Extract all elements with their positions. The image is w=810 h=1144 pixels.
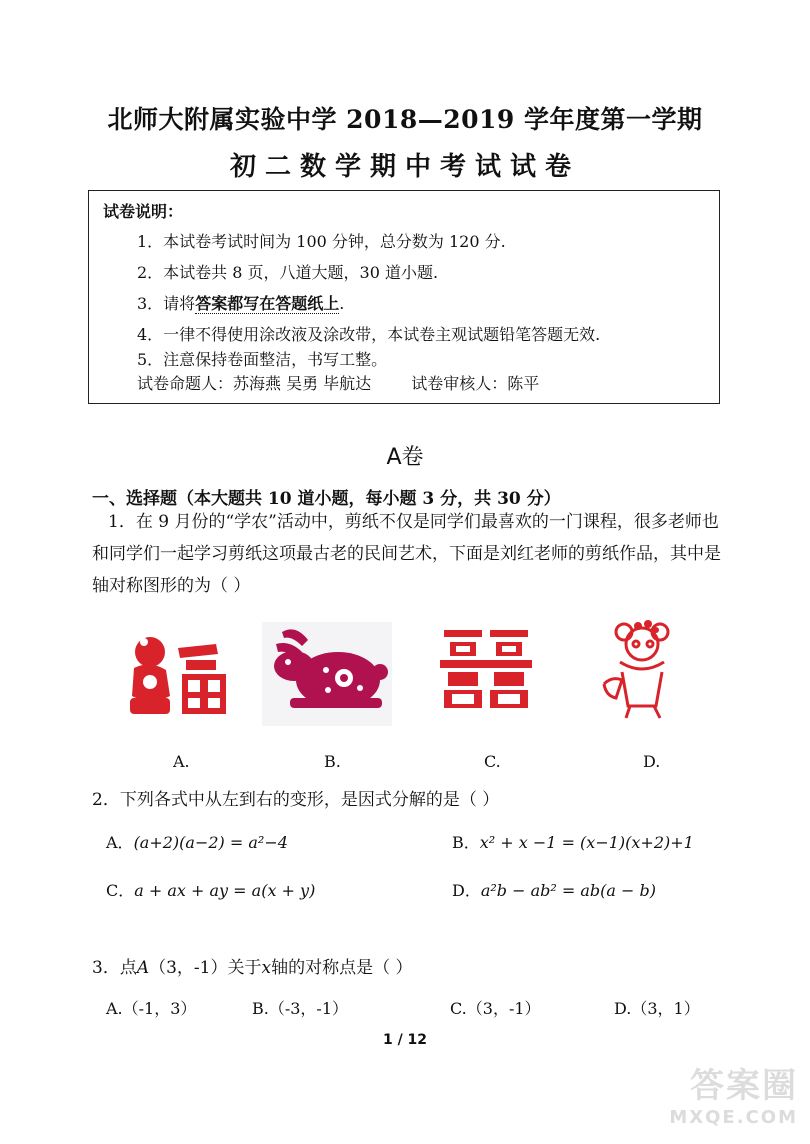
q2-option-a — [106, 830, 288, 853]
author-names: 试卷命题人：苏海燕 吴勇 毕航达 — [137, 374, 372, 393]
option-expr: a + ax + ay = a(x + y) — [134, 881, 316, 900]
instructions-heading: 试卷说明： — [103, 202, 184, 221]
q3-option-d: D.（3，1） — [614, 999, 700, 1018]
q3-option-b: B.（-3，-1） — [252, 999, 349, 1018]
option-label: C. — [484, 752, 501, 771]
option-label: B． — [452, 833, 480, 852]
exam-authors — [137, 371, 539, 394]
option-expr: a²b − ab² = ab(a − b) — [480, 881, 657, 900]
instruction-item-tail: . — [339, 294, 345, 313]
question-2-text: 2．下列各式中从左到右的变形，是因式分解的是（ ） — [92, 790, 500, 810]
instruction-emphasis: 答案都写在答题纸上 — [195, 294, 340, 313]
reviewer-name: 试卷审核人：陈平 — [411, 374, 540, 393]
option-label: D. — [643, 752, 661, 771]
instruction-item: 5．注意保持卷面整洁，书写工整。 — [137, 350, 388, 369]
option-label: A． — [106, 833, 134, 852]
section-a-heading: A卷 — [386, 445, 424, 470]
q3-option-a: A.（-1，3） — [106, 999, 197, 1018]
papercut-double-happiness-icon — [440, 630, 532, 710]
q3-text-post: 轴的对称点是（ ） — [271, 958, 413, 978]
q2-option-b — [452, 830, 694, 853]
instructions-box — [88, 190, 720, 404]
exam-school-title: 北师大附属实验中学 2018—2019 学年度第一学期 — [107, 105, 703, 134]
papercut-child-icon — [598, 618, 690, 722]
instruction-item — [137, 291, 344, 314]
option-label: B. — [324, 752, 341, 771]
instruction-item: 2．本试卷共 8 页，八道大题，30 道小题. — [137, 263, 439, 282]
option-label: C． — [106, 881, 135, 900]
q3-text-mid: （3，-1）关于 — [149, 958, 262, 978]
option-label: A. — [173, 752, 190, 771]
instruction-item-text: 3．请将 — [137, 294, 196, 313]
page-number: 1 / 12 — [382, 1032, 428, 1048]
question-1-text: 1．在 9 月份的“学农”活动中，剪纸不仅是同学们最喜欢的一门课程，很多老师也和同学们一起学习剪纸这项最古老的民间艺术，下面是刘红老师的剪纸作品，其中是轴对称图形的为（ ） — [92, 512, 721, 596]
option-expr: (a+2)(a−2) = a²−4 — [133, 833, 288, 852]
section-1-title: 一、选择题（本大题共 10 道小题，每小题 3 分，共 30 分） — [92, 489, 561, 509]
question-3-text — [92, 952, 732, 984]
q3-axis: x — [261, 958, 272, 978]
instruction-item: 4．一律不得使用涂改液及涂改带，本试卷主观试题铅笔答题无效. — [137, 325, 601, 344]
watermark-logo-text: 答案圈 — [690, 1066, 798, 1106]
q3-point: A — [136, 958, 150, 978]
q2-option-c — [106, 878, 315, 901]
q3-text-pre: 3．点 — [92, 958, 137, 978]
watermark-url: MXQE.COM — [669, 1107, 798, 1128]
q3-option-c: C.（3，-1） — [450, 999, 541, 1018]
watermark — [658, 1058, 798, 1138]
option-expr: x² + x −1 = (x−1)(x+2)+1 — [479, 833, 694, 852]
papercut-fu-icon — [120, 626, 238, 722]
exam-paper-title: 初二数学期中考试试卷 — [229, 152, 580, 182]
option-label: D． — [452, 881, 481, 900]
instruction-item: 1．本试卷考试时间为 100 分钟，总分数为 120 分. — [137, 232, 506, 251]
papercut-rabbit-icon — [262, 622, 392, 726]
q2-option-d — [452, 878, 656, 901]
